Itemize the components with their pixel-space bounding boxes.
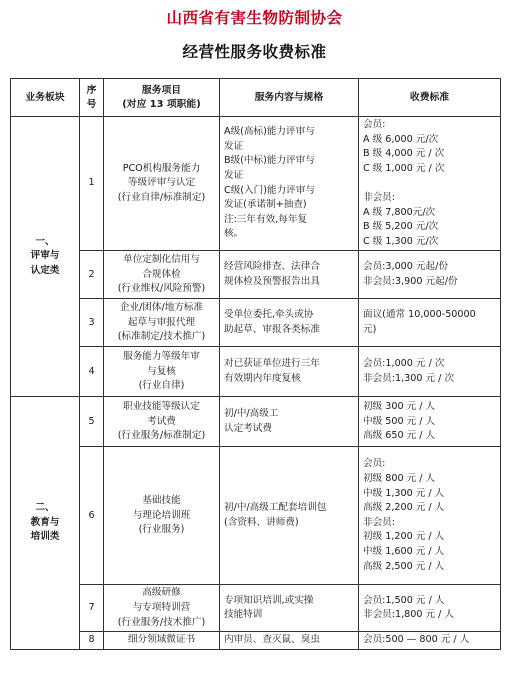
service-content-line: 对已获证单位进行三年 [224, 358, 320, 370]
service-content-line: 核。 [224, 228, 244, 240]
service-item-line: (标准制定/技术推广) [117, 331, 206, 343]
fee-standard-line: A 级 6,000 元/次 [363, 133, 439, 145]
service-item [104, 585, 220, 632]
service-item-line: 与复核 [147, 365, 176, 377]
row-number: 5 [80, 397, 104, 447]
service-content-line: 规体检及预警报告出具 [224, 275, 320, 287]
table-row [11, 251, 501, 299]
fee-standard-line: 元) [363, 323, 377, 335]
table-row [11, 299, 501, 347]
association-title: 山西省有害生物防制协会 [166, 8, 343, 27]
service-content-line: (含资料、讲师费) [224, 516, 299, 528]
fee-standard-line: 非会员:1,800 元 / 人 [363, 609, 455, 621]
service-item-line: 考试费 [147, 415, 176, 427]
service-item-line: 职业技能等级认定 [123, 400, 200, 412]
service-content [220, 585, 359, 632]
fee-standard-line: A 级 7,800元/次 [363, 206, 436, 218]
service-item-line: PCO机构服务能力 [122, 162, 201, 174]
service-item [104, 117, 220, 251]
fee-standard-line: B 级 4,000 元 / 次 [363, 148, 445, 160]
fee-standard-line: 初级 300 元 / 人 [363, 400, 436, 412]
service-item [104, 251, 220, 299]
service-content [220, 447, 359, 585]
service-item-line: (行业服务/标准制定) [117, 430, 206, 442]
fee-standard-line: 中级 1,300 元 / 人 [363, 487, 445, 499]
fee-standard-line: 高级 650 元 / 人 [363, 430, 436, 442]
service-content-line: A级(高标)能力评审与 [224, 126, 315, 138]
service-item-line: 等级评审与认定 [127, 177, 196, 189]
fee-standard-line: C 级 1,000 元 / 次 [363, 162, 445, 174]
row-number: 8 [80, 632, 104, 650]
service-content-line: 初/中/高级工 [224, 408, 279, 420]
document-subtitle: 经营性服务收费标准 [182, 42, 327, 61]
segment-label-line: 培训类 [30, 531, 60, 543]
service-item-line: 服务能力等级年审 [123, 350, 200, 362]
segment-label-line: 二、 [35, 502, 55, 514]
service-item-line: (行业维权/风险预警) [117, 283, 206, 295]
service-item-line: 高级研修 [142, 587, 181, 599]
fee-standard [359, 447, 501, 585]
header-fee: 收费标准 [359, 79, 501, 117]
fee-standard-line: 会员:1,000 元 / 次 [363, 358, 445, 370]
header-segment: 业务板块 [11, 79, 80, 117]
service-content-line: 受单位委托,牵头或协 [224, 309, 314, 321]
fee-standard [359, 251, 501, 299]
service-item-line: 与理论培训班 [132, 509, 191, 521]
segment-label-line: 教育与 [30, 516, 60, 528]
service-item-line: 基础技能 [142, 494, 181, 506]
fee-standard [359, 117, 501, 251]
service-item-line: 单位定制化信用与 [123, 253, 200, 265]
table-row [11, 632, 501, 650]
service-content-line: 经营风险排查、法律合 [224, 261, 320, 273]
segment-cell [11, 397, 80, 649]
row-number: 7 [80, 585, 104, 632]
service-content [220, 299, 359, 347]
fee-standard-line: 会员: [363, 458, 386, 470]
row-number: 6 [80, 447, 104, 585]
fee-standard-line: 高级 2,200 元 / 人 [363, 502, 445, 514]
fee-standard-line: 非会员: [363, 191, 396, 203]
table-header-row [11, 79, 501, 117]
service-item [104, 299, 220, 347]
service-item-line: 合规体检 [142, 268, 181, 280]
fee-standard-line: 会员: [363, 119, 386, 130]
service-item [104, 447, 220, 585]
service-item-line: 企业/团体/地方标准 [119, 301, 204, 313]
fee-standard-line: 面议(通常 10,000-50000 [363, 309, 476, 321]
fee-standard-line: 非会员:3,900 元起/份 [363, 275, 458, 287]
service-content-line: 有效期内年度复核 [224, 372, 301, 384]
service-item-line: (行业服务) [138, 524, 185, 536]
fee-standard-line: 中级 1,600 元 / 人 [363, 546, 445, 558]
header-no: 序 号 [80, 79, 104, 117]
service-content [220, 632, 359, 650]
fee-standard-line: 高级 2,500 元 / 人 [363, 560, 445, 572]
service-content-line: B级(中标)能力评审与 [224, 155, 315, 167]
segment-label-line: 评审与 [30, 250, 60, 262]
service-content [220, 251, 359, 299]
fee-standard [359, 347, 501, 397]
service-content [220, 347, 359, 397]
fee-standard-line: 非会员:1,300 元 / 次 [363, 372, 455, 384]
service-content-line: 内审员、查灭鼠、臭虫 [224, 634, 320, 646]
fee-standard-line: 非会员: [363, 516, 396, 528]
header-content: 服务内容与规格 [220, 79, 359, 117]
table-row [11, 585, 501, 632]
fee-standard [359, 299, 501, 347]
table-row [11, 347, 501, 397]
service-content [220, 117, 359, 251]
service-item-line: 与专项特训营 [132, 601, 191, 613]
table-row [11, 397, 501, 447]
fee-standard-line: 会员:3,000 元起/份 [363, 261, 448, 273]
row-number: 1 [80, 117, 104, 251]
service-content [220, 397, 359, 447]
service-item-line: (行业服务/技术推广) [117, 616, 206, 628]
service-item-line: 细分领域微证书 [127, 634, 196, 646]
service-content-line: 初/中/高级工配套培训包 [224, 502, 327, 514]
service-item-line: 起草与审报代理 [127, 316, 196, 328]
segment-cell [11, 117, 80, 397]
service-item [104, 347, 220, 397]
fee-standard [359, 632, 501, 650]
fee-standard [359, 397, 501, 447]
service-content-line: 专项知识培训,或实操 [224, 594, 314, 606]
header-item: 服务项目 (对应 13 项职能) [104, 79, 220, 117]
service-content-line: C级(入门)能力评审与 [224, 184, 315, 196]
table-row [11, 117, 501, 251]
fee-standard-line [363, 176, 497, 191]
table-row [11, 447, 501, 585]
fee-standard-line: 会员:500 — 800 元 / 人 [363, 634, 470, 646]
fee-standard-line: 会员:1,500 元 / 人 [363, 594, 445, 606]
service-item-line: (行业自律/标准制定) [117, 191, 206, 203]
fee-table [10, 78, 501, 650]
service-content-line: 发证 [224, 170, 244, 182]
row-number: 3 [80, 299, 104, 347]
fee-standard-line: B 级 5,200 元/次 [363, 221, 439, 233]
row-number: 2 [80, 251, 104, 299]
fee-standard-line: 中级 500 元 / 人 [363, 415, 436, 427]
service-content-line: 发证(承诺制+抽查) [224, 199, 307, 211]
service-item-line: (行业自律) [138, 380, 185, 392]
service-content-line: 技能特训 [224, 609, 263, 621]
fee-standard [359, 585, 501, 632]
row-number: 4 [80, 347, 104, 397]
service-content-line: 助起草、审报各类标准 [224, 323, 320, 335]
segment-label-line: 认定类 [30, 264, 60, 276]
service-item [104, 632, 220, 650]
segment-label-line: 一、 [35, 235, 55, 247]
service-content-line: 认定考试费 [224, 422, 272, 434]
fee-standard-line: 初级 1,200 元 / 人 [363, 531, 445, 543]
fee-standard-line: 初级 800 元 / 人 [363, 473, 436, 485]
service-item [104, 397, 220, 447]
fee-standard-line: C 级 1,300 元/次 [363, 235, 439, 247]
service-content-line: 发证 [224, 140, 244, 152]
service-content-line: 注:三年有效,每年复 [224, 213, 308, 225]
